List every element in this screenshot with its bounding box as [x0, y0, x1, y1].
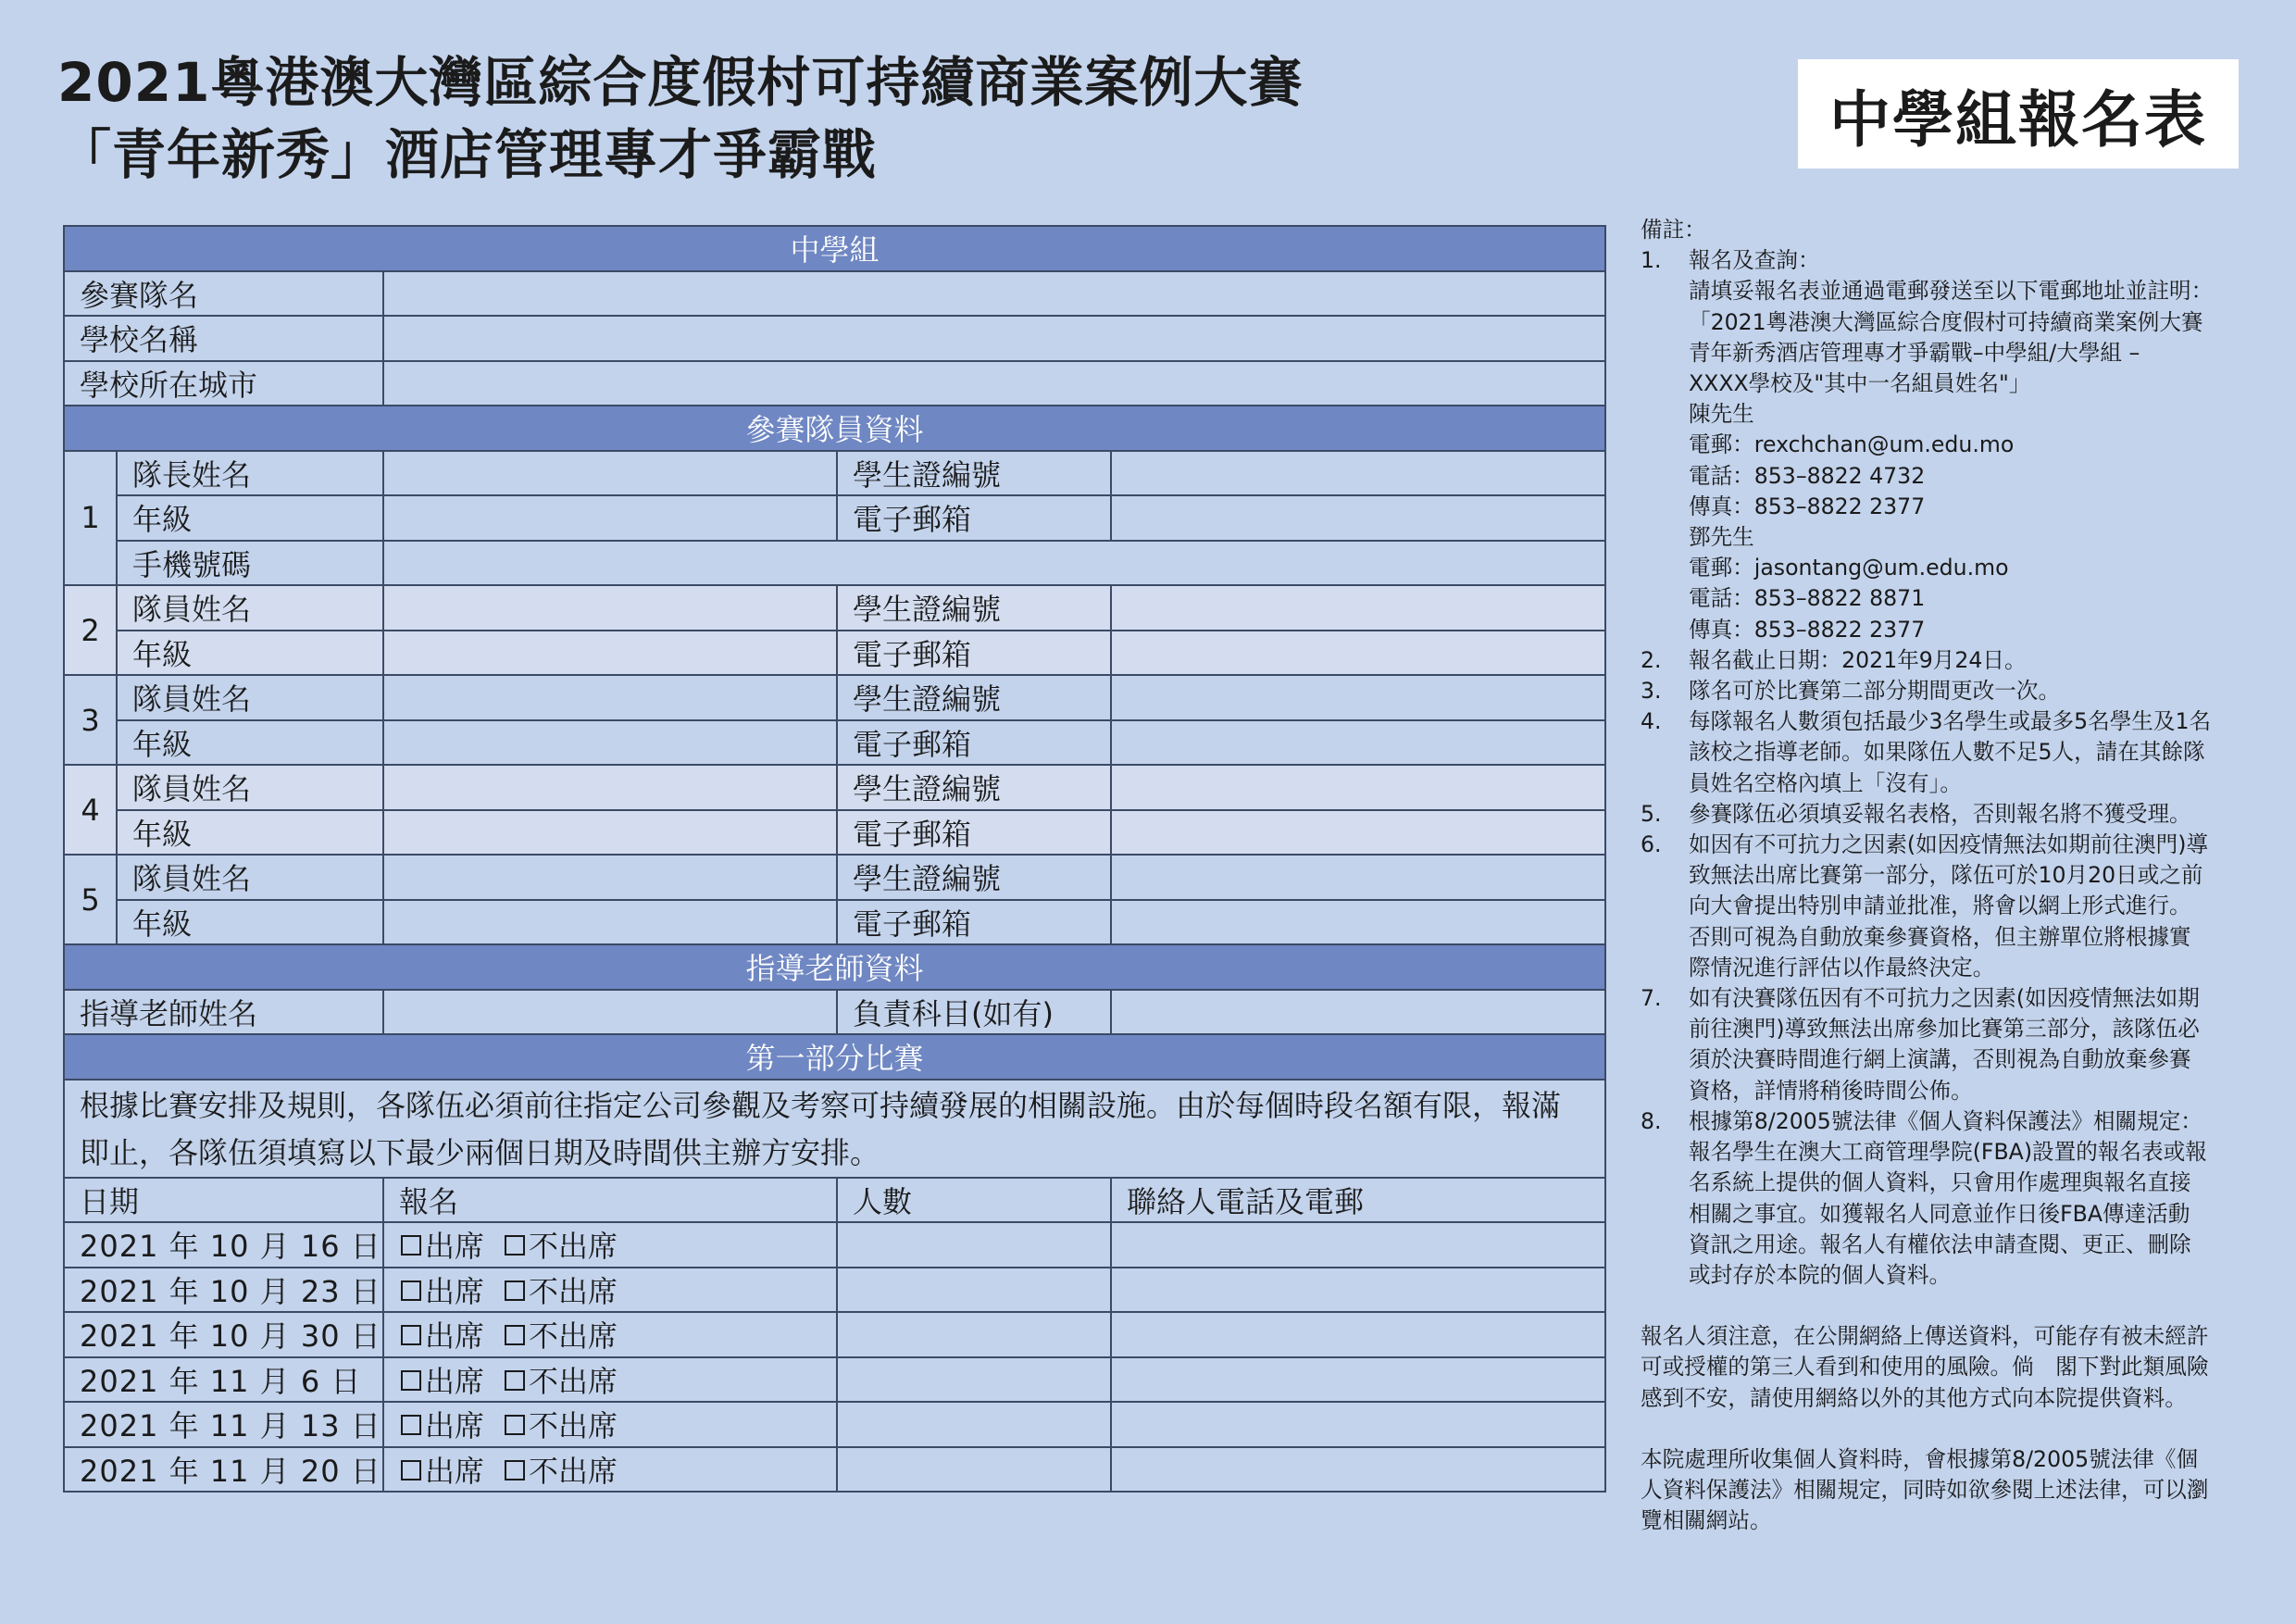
note-text [1689, 676, 2270, 706]
not-attend-label: 不出席 [529, 1318, 618, 1355]
not-attend-label: 不出席 [529, 1363, 618, 1399]
not-attend-checkbox[interactable] [505, 1235, 525, 1255]
schedule-row [64, 1402, 1605, 1447]
schedule-people-input[interactable] [837, 1222, 1111, 1268]
member-5-name-input[interactable] [383, 855, 837, 900]
member-2-name-label: 隊員姓名 [117, 585, 383, 631]
schedule-contact-input[interactable] [1111, 1357, 1605, 1403]
note-line: 須於決賽時間進行網上演講，否則視為自動放棄參賽 [1689, 1046, 2191, 1073]
note-line: 傳真：853–8822 2377 [1689, 616, 1926, 643]
note-line: 前往澳門)導致無法出席參加比賽第三部分，該隊伍必 [1689, 1016, 2200, 1043]
note-item [1641, 1106, 2270, 1291]
teacher-name-label: 指導老師姓名 [64, 990, 383, 1035]
schedule-people-input[interactable] [837, 1447, 1111, 1493]
notes-list [1641, 245, 2270, 1291]
note-text [1689, 983, 2270, 1106]
note-line: XXXX學校及"其中一名組員姓名"」 [1689, 370, 2031, 397]
note-line: 相關之事宜。如獲報名人同意並作日後FBA傳達活動 [1689, 1200, 2190, 1227]
note-line: 致無法出席比賽第一部分，隊伍可於10月20日或之前 [1689, 862, 2203, 889]
note-line: 電話：853–8822 8871 [1689, 585, 1926, 612]
team-name-label: 參賽隊名 [64, 271, 383, 317]
note-text [1689, 245, 2270, 645]
member-4-grade-label: 年級 [117, 810, 383, 856]
not-attend-label: 不出席 [529, 1229, 618, 1265]
member-1-name-label: 隊長姓名 [117, 451, 383, 496]
attend-option[interactable] [401, 1223, 484, 1266]
schedule-contact-input[interactable] [1111, 1402, 1605, 1447]
schedule-contact-input[interactable] [1111, 1222, 1605, 1268]
section-header-teacher [64, 944, 1605, 990]
schedule-register-options [383, 1447, 837, 1493]
para1-line: 感到不安，請使用網絡以外的其他方式向本院提供資料。 [1641, 1384, 2187, 1411]
para2-line: 本院處理所收集個人資料時，會根據第8/2005號法律《個 [1641, 1445, 2199, 1472]
schedule-people-input[interactable] [837, 1268, 1111, 1313]
note-line: 根據第8/2005號法律《個人資料保護法》相關規定： [1689, 1107, 2202, 1134]
note-number: 7. [1641, 985, 1662, 1012]
para2-line: 覽相關網站。 [1641, 1507, 1772, 1534]
note-number: 2. [1641, 646, 1662, 673]
member-2-name-input[interactable] [383, 585, 837, 631]
not-attend-option[interactable] [505, 1448, 618, 1491]
member-5-name-label: 隊員姓名 [117, 855, 383, 900]
member-3-row-name [64, 675, 1605, 720]
attend-label: 出席 [425, 1408, 485, 1444]
school-city-row [64, 361, 1605, 406]
para1-line: 可或授權的第三人看到和使用的風險。倘 閣下對此類風險 [1641, 1354, 2209, 1380]
note-line: 電郵：rexchchan@um.edu.mo [1689, 431, 2015, 458]
note-number: 1. [1641, 247, 1662, 274]
note-line: 報名學生在澳大工商管理學院(FBA)設置的報名表或報 [1689, 1139, 2207, 1166]
schedule-register-options [383, 1402, 837, 1447]
schedule-contact-input[interactable] [1111, 1312, 1605, 1357]
not-attend-label: 不出席 [529, 1273, 618, 1309]
section-header-members [64, 406, 1605, 451]
member-2-row-name [64, 585, 1605, 631]
not-attend-checkbox[interactable] [505, 1325, 525, 1345]
school-name-input[interactable] [383, 316, 1605, 361]
schedule-header-row [64, 1178, 1605, 1223]
member-4-student-id-input[interactable] [1111, 765, 1605, 810]
note-line: 鄧先生 [1689, 524, 1754, 551]
schedule-contact-input[interactable] [1111, 1268, 1605, 1313]
school-city-input[interactable] [383, 361, 1605, 406]
section-header-members-label: 參賽隊員資料 [64, 406, 1605, 451]
note-line: 報名及查詢： [1689, 247, 1820, 274]
note-line: 隊名可於比賽第二部分期間更改一次。 [1689, 678, 2061, 705]
schedule-date: 2021 年 11 月 6 日 [64, 1357, 383, 1403]
member-3-email-label: 電子郵箱 [837, 720, 1111, 766]
member-1-name-input[interactable] [383, 451, 837, 496]
attend-checkbox[interactable] [401, 1235, 421, 1255]
not-attend-checkbox[interactable] [505, 1415, 525, 1435]
section-header-part1-label: 第一部分比賽 [64, 1034, 1605, 1080]
schedule-row [64, 1312, 1605, 1357]
member-3-email-input[interactable] [1111, 720, 1605, 766]
note-line: 參賽隊伍必須填妥報名表格，否則報名將不獲受理。 [1689, 800, 2191, 827]
para1-line: 報名人須注意，在公開網絡上傳送資料，可能存有被未經許 [1641, 1323, 2209, 1350]
part1-description-row [64, 1080, 1605, 1178]
note-line: 如因有不可抗力之因素(如因疫情無法如期前往澳門)導 [1689, 831, 2209, 858]
member-5-row-name [64, 855, 1605, 900]
attend-label: 出席 [425, 1229, 485, 1265]
schedule-people-input[interactable] [837, 1312, 1111, 1357]
member-3-number: 3 [64, 675, 117, 765]
title-line-2: 「青年新秀」酒店管理專才爭霸戰 [57, 123, 878, 186]
member-4-number: 4 [64, 765, 117, 855]
member-3-row-grade [64, 720, 1605, 766]
title-line-1: 2021粵港澳大灣區綜合度假村可持續商業案例大賽 [57, 51, 1304, 114]
member-4-grade-input[interactable] [383, 810, 837, 856]
schedule-register-options [383, 1357, 837, 1403]
member-2-student-id-label: 學生證編號 [837, 585, 1111, 631]
registration-form-table [63, 225, 1606, 1493]
note-line: 報名截止日期：2021年9月24日。 [1689, 646, 2027, 673]
note-item [1641, 706, 2270, 799]
note-line: 向大會提出特別申請並批准，將會以網上形式進行。 [1689, 893, 2191, 919]
member-3-grade-input[interactable] [383, 720, 837, 766]
note-item [1641, 645, 2270, 676]
not-attend-option[interactable] [505, 1268, 618, 1311]
col-date-label: 日期 [64, 1178, 383, 1223]
member-3-grade-label: 年級 [117, 720, 383, 766]
para2-line: 人資料保護法》相關規定，同時如欲參閱上述法律，可以瀏 [1641, 1476, 2209, 1503]
note-line: 名系統上提供的個人資料，只會用作處理與報名直接 [1689, 1169, 2191, 1196]
part1-description: 根據比賽安排及規則，各隊伍必須前往指定公司參觀及考察可持續發展的相關設施。由於每個時段名額有限，報滿即止，各隊伍須填寫以下最少兩個日期及時間供主辦方安排。 [64, 1080, 1605, 1178]
note-text [1689, 645, 2270, 676]
member-2-email-label: 電子郵箱 [837, 631, 1111, 676]
member-3-name-label: 隊員姓名 [117, 675, 383, 720]
teacher-name-input[interactable] [383, 990, 837, 1035]
member-4-name-label: 隊員姓名 [117, 765, 383, 810]
attend-option[interactable] [401, 1268, 484, 1311]
schedule-row [64, 1447, 1605, 1493]
member-3-student-id-input[interactable] [1111, 675, 1605, 720]
schedule-date: 2021 年 11 月 20 日 [64, 1447, 383, 1493]
note-line: 資訊之用途。報名人有權依法申請查閱、更正、刪除 [1689, 1230, 2191, 1257]
member-5-email-label: 電子郵箱 [837, 900, 1111, 945]
not-attend-label: 不出席 [529, 1453, 618, 1489]
member-2-student-id-input[interactable] [1111, 585, 1605, 631]
teacher-subject-input[interactable] [1111, 990, 1605, 1035]
not-attend-checkbox[interactable] [505, 1370, 525, 1391]
schedule-date: 2021 年 10 月 23 日 [64, 1268, 383, 1313]
attend-checkbox[interactable] [401, 1415, 421, 1435]
school-name-label: 學校名稱 [64, 316, 383, 361]
member-4-email-label: 電子郵箱 [837, 810, 1111, 856]
schedule-contact-input[interactable] [1111, 1447, 1605, 1493]
note-line: 請填妥報名表並通過電郵發送至以下電郵地址並註明： [1689, 278, 2214, 305]
attend-checkbox[interactable] [401, 1370, 421, 1391]
note-item [1641, 676, 2270, 706]
member-1-mobile-label: 手機號碼 [117, 541, 383, 586]
schedule-row [64, 1357, 1605, 1403]
note-number: 6. [1641, 831, 1662, 858]
member-1-row-mobile [64, 541, 1605, 586]
note-line: 或封存於本院的個人資料。 [1689, 1261, 1952, 1288]
attend-label: 出席 [425, 1453, 485, 1489]
schedule-row [64, 1268, 1605, 1313]
schedule-register-options [383, 1222, 837, 1268]
note-line: 員姓名空格內填上「沒有」。 [1689, 769, 1962, 796]
member-5-number: 5 [64, 855, 117, 944]
col-contact-label: 聯絡人電話及電郵 [1111, 1178, 1605, 1223]
member-1-email-label: 電子郵箱 [837, 495, 1111, 541]
note-line: 際情況進行評估以作最終決定。 [1689, 954, 1995, 981]
member-5-student-id-label: 學生證編號 [837, 855, 1111, 900]
team-name-input[interactable] [383, 271, 1605, 317]
note-text [1689, 706, 2270, 799]
member-2-grade-label: 年級 [117, 631, 383, 676]
member-3-name-input[interactable] [383, 675, 837, 720]
attend-checkbox[interactable] [401, 1280, 421, 1301]
note-number: 5. [1641, 800, 1662, 827]
member-1-student-id-input[interactable] [1111, 451, 1605, 496]
schedule-row [64, 1222, 1605, 1268]
privacy-warning [1641, 1321, 2270, 1414]
attend-checkbox[interactable] [401, 1325, 421, 1345]
member-2-grade-input[interactable] [383, 631, 837, 676]
note-line: 「2021粵港澳大灣區綜合度假村可持續商業案例大賽 [1689, 308, 2203, 335]
attend-option[interactable] [401, 1448, 484, 1491]
not-attend-label: 不出席 [529, 1408, 618, 1444]
note-item [1641, 830, 2270, 983]
schedule-date: 2021 年 10 月 30 日 [64, 1312, 383, 1357]
member-5-row-grade [64, 900, 1605, 945]
form-type-badge: 中學組報名表 [1798, 59, 2239, 169]
col-register-label: 報名 [383, 1178, 837, 1223]
note-line: 陳先生 [1689, 401, 1754, 428]
schedule-register-options [383, 1312, 837, 1357]
school-name-row [64, 316, 1605, 361]
attend-option[interactable] [401, 1313, 484, 1355]
not-attend-option[interactable] [505, 1223, 618, 1266]
notes-panel [1641, 215, 2270, 1536]
notes-heading: 備註： [1641, 217, 1706, 243]
section-header-main-label: 中學組 [64, 226, 1605, 271]
member-2-number: 2 [64, 585, 117, 675]
member-1-row-grade [64, 495, 1605, 541]
form-title [57, 46, 1303, 191]
not-attend-option[interactable] [505, 1313, 618, 1355]
not-attend-option[interactable] [505, 1358, 618, 1401]
col-people-label: 人數 [837, 1178, 1111, 1223]
note-number: 4. [1641, 708, 1662, 735]
member-5-student-id-input[interactable] [1111, 855, 1605, 900]
member-4-student-id-label: 學生證編號 [837, 765, 1111, 810]
note-line: 否則可視為自動放棄參賽資格，但主辦單位將根據實 [1689, 923, 2191, 950]
attend-option[interactable] [401, 1403, 484, 1445]
note-line: 電郵：jasontang@um.edu.mo [1689, 555, 2009, 581]
team-name-row [64, 271, 1605, 317]
attend-label: 出席 [425, 1318, 485, 1355]
member-4-row-grade [64, 810, 1605, 856]
school-city-label: 學校所在城市 [64, 361, 383, 406]
not-attend-checkbox[interactable] [505, 1460, 525, 1480]
note-line: 每隊報名人數須包括最少3名學生或最多5名學生及1名 [1689, 708, 2212, 735]
member-1-student-id-label: 學生證編號 [837, 451, 1111, 496]
note-item [1641, 245, 2270, 645]
attend-label: 出席 [425, 1363, 485, 1399]
member-2-row-grade [64, 631, 1605, 676]
member-4-row-name [64, 765, 1605, 810]
member-1-row-name [64, 451, 1605, 496]
member-5-grade-label: 年級 [117, 900, 383, 945]
schedule-register-options [383, 1268, 837, 1313]
teacher-row [64, 990, 1605, 1035]
note-text [1689, 830, 2270, 983]
member-5-email-input[interactable] [1111, 900, 1605, 945]
attend-label: 出席 [425, 1273, 485, 1309]
member-1-mobile-input[interactable] [383, 541, 1605, 586]
not-attend-checkbox[interactable] [505, 1280, 525, 1301]
schedule-date: 2021 年 10 月 16 日 [64, 1222, 383, 1268]
member-1-grade-label: 年級 [117, 495, 383, 541]
member-1-email-input[interactable] [1111, 495, 1605, 541]
note-line: 如有決賽隊伍因有不可抗力之因素(如因疫情無法如期 [1689, 985, 2200, 1012]
member-4-email-input[interactable] [1111, 810, 1605, 856]
note-line: 電話：853–8822 4732 [1689, 462, 1926, 489]
attend-checkbox[interactable] [401, 1460, 421, 1480]
section-header-part1 [64, 1034, 1605, 1080]
note-number: 8. [1641, 1107, 1662, 1134]
schedule-date: 2021 年 11 月 13 日 [64, 1402, 383, 1447]
schedule-people-input[interactable] [837, 1357, 1111, 1403]
note-item [1641, 983, 2270, 1106]
note-line: 青年新秀酒店管理專才爭霸戰–中學組/大學組 – [1689, 339, 2140, 366]
teacher-subject-label: 負責科目(如有) [837, 990, 1111, 1035]
note-text [1689, 1106, 2270, 1291]
privacy-statement [1641, 1444, 2270, 1537]
attend-option[interactable] [401, 1358, 484, 1401]
member-1-grade-input[interactable] [383, 495, 837, 541]
member-2-email-input[interactable] [1111, 631, 1605, 676]
note-line: 該校之指導老師。如果隊伍人數不足5人，請在其餘隊 [1689, 739, 2205, 766]
note-text [1689, 799, 2270, 830]
note-item [1641, 799, 2270, 830]
not-attend-option[interactable] [505, 1403, 618, 1445]
member-3-student-id-label: 學生證編號 [837, 675, 1111, 720]
section-header-teacher-label: 指導老師資料 [64, 944, 1605, 990]
note-line: 資格，詳情將稍後時間公佈。 [1689, 1077, 1973, 1104]
schedule-people-input[interactable] [837, 1402, 1111, 1447]
member-5-grade-input[interactable] [383, 900, 837, 945]
section-header-main [64, 226, 1605, 271]
member-4-name-input[interactable] [383, 765, 837, 810]
note-line: 傳真：853–8822 2377 [1689, 493, 1926, 519]
note-number: 3. [1641, 678, 1662, 705]
member-1-number: 1 [64, 451, 117, 586]
